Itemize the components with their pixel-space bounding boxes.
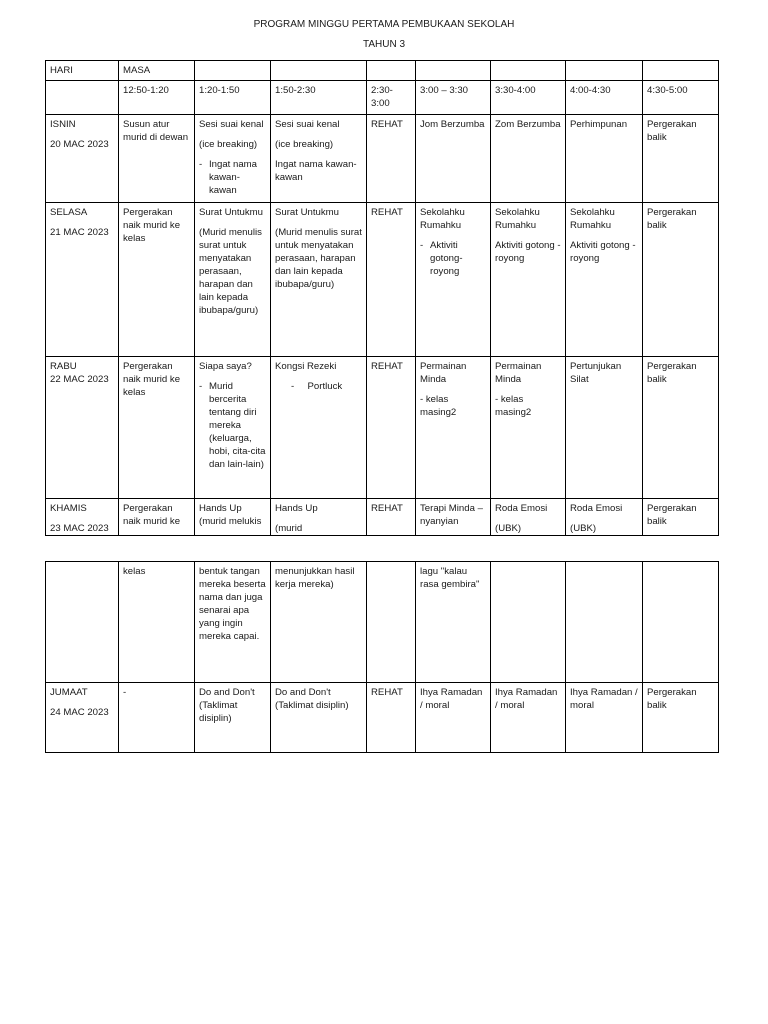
activity-cell: Siapa saya? - Murid bercerita tentang diri mereka (keluarga, hobi, cita-cita dan lain-lain) <box>195 357 271 499</box>
activity-cell: Do and Don't (Taklimat disiplin) <box>195 683 271 753</box>
activity-cell: Sesi suai kenal (ice breaking) - Ingat nama kawan-kawan <box>195 115 271 203</box>
header-masa: MASA <box>119 61 195 81</box>
activity-cell: Permainan Minda - kelas masing2 <box>491 357 566 499</box>
activity-cell: Jom Berzumba <box>416 115 491 203</box>
schedule-table <box>45 60 719 536</box>
bullet-item: - Aktiviti gotong-royong <box>420 240 463 277</box>
time-slot-6: 3:30-4:00 <box>491 81 566 115</box>
activity-cell: Sekolahku Rumahku Aktiviti gotong -royong <box>566 203 643 357</box>
time-slot-1: 12:50-1:20 <box>119 81 195 115</box>
row-khamis-continued <box>46 562 719 683</box>
row-selasa <box>46 203 719 357</box>
day-date: 22 MAC 2023 <box>50 374 109 385</box>
day-name: JUMAAT <box>50 687 88 698</box>
document-title: PROGRAM MINGGU PERTAMA PEMBUKAAN SEKOLAH <box>253 19 515 30</box>
activity-cell: Susun atur murid di dewan <box>119 115 195 203</box>
row-rabu <box>46 357 719 499</box>
activity-cell: Pertunjukan Silat <box>566 357 643 499</box>
rehat-cell: REHAT <box>367 499 416 536</box>
activity-cell: Surat Untukmu (Murid menulis surat untuk menyatakan perasaan, harapan dan lain kepada ibubapa/guru) <box>271 203 367 357</box>
day-date: 21 MAC 2023 <box>50 227 109 238</box>
activity-cell: menunjukkan hasil kerja mereka) <box>271 562 367 683</box>
day-name: RABU <box>50 361 77 372</box>
activity-cell: Pergerakan naik murid ke <box>119 499 195 536</box>
activity-cell: Roda Emosi (UBK) <box>566 499 643 536</box>
activity-cell: Do and Don't (Taklimat disiplin) <box>271 683 367 753</box>
activity-cell: Roda Emosi (UBK) <box>491 499 566 536</box>
activity-cell: Zom Berzumba <box>491 115 566 203</box>
activity-cell: lagu "kalau rasa gembira" <box>416 562 491 683</box>
day-cell <box>46 499 119 536</box>
row-khamis <box>46 499 719 536</box>
day-cell <box>46 357 119 499</box>
activity-cell: Pergerakan naik murid ke kelas <box>119 203 195 357</box>
activity-cell: Terapi Minda – nyanyian <box>416 499 491 536</box>
day-name: SELASA <box>50 207 88 218</box>
activity-cell: Permainan Minda - kelas masing2 <box>416 357 491 499</box>
activity-cell: Pergerakan balik <box>643 683 719 753</box>
activity-cell: Pergerakan balik <box>643 115 719 203</box>
time-slot-5: 3:00 – 3:30 <box>416 81 491 115</box>
bullet-item: - Murid bercerita tentang diri mereka (keluarga, hobi, cita-cita dan lain-lain) <box>199 381 266 470</box>
bullet-item: - Ingat nama kawan-kawan <box>199 159 258 196</box>
activity-cell: Ihya Ramadan / moral <box>491 683 566 753</box>
header-row-times <box>46 81 719 115</box>
row-jumaat <box>46 683 719 753</box>
activity-cell: Hands Up (murid <box>271 499 367 536</box>
activity-cell: Surat Untukmu (Murid menulis surat untuk menyatakan perasaan, harapan dan lain kepada ibubapa/guru) <box>195 203 271 357</box>
activity-cell: Ihya Ramadan / moral <box>566 683 643 753</box>
time-slot-4: 2:30-3:00 <box>367 81 416 115</box>
schedule-table-continued <box>45 561 719 753</box>
time-slot-3: 1:50-2:30 <box>271 81 367 115</box>
time-slot-2: 1:20-1:50 <box>195 81 271 115</box>
time-slot-8: 4:30-5:00 <box>643 81 719 115</box>
activity-cell: Pergerakan balik <box>643 203 719 357</box>
activity-cell: - <box>119 683 195 753</box>
activity-cell: Perhimpunan <box>566 115 643 203</box>
document-subtitle: TAHUN 3 <box>362 39 406 50</box>
day-date: 20 MAC 2023 <box>50 139 109 150</box>
rehat-cell: REHAT <box>367 683 416 753</box>
day-cell <box>46 115 119 203</box>
activity-cell: Sekolahku Rumahku Aktiviti gotong -royong <box>491 203 566 357</box>
activity-cell: Hands Up (murid melukis <box>195 499 271 536</box>
activity-cell: Ihya Ramadan / moral <box>416 683 491 753</box>
activity-cell: Pergerakan balik <box>643 357 719 499</box>
day-name: ISNIN <box>50 119 76 130</box>
activity-cell: bentuk tangan mereka beserta nama dan juga senarai apa yang ingin mereka capai. <box>195 562 271 683</box>
activity-cell: Pergerakan naik murid ke kelas <box>119 357 195 499</box>
header-hari: HARI <box>46 61 119 81</box>
row-isnin <box>46 115 719 203</box>
header-row-1 <box>46 61 719 81</box>
day-cell <box>46 203 119 357</box>
rehat-cell: REHAT <box>367 115 416 203</box>
time-slot-7: 4:00-4:30 <box>566 81 643 115</box>
activity-cell: Pergerakan balik <box>643 499 719 536</box>
day-name: KHAMIS <box>50 503 87 514</box>
rehat-cell: REHAT <box>367 357 416 499</box>
day-cell <box>46 683 119 753</box>
day-date: 23 MAC 2023 <box>50 523 109 534</box>
rehat-cell: REHAT <box>367 203 416 357</box>
activity-cell: kelas <box>119 562 195 683</box>
activity-cell: Sesi suai kenal (ice breaking) Ingat nama kawan-kawan <box>271 115 367 203</box>
activity-cell: Kongsi Rezeki - Portluck <box>271 357 367 499</box>
day-date: 24 MAC 2023 <box>50 707 109 718</box>
activity-cell: Sekolahku Rumahku - Aktiviti gotong-royong <box>416 203 491 357</box>
